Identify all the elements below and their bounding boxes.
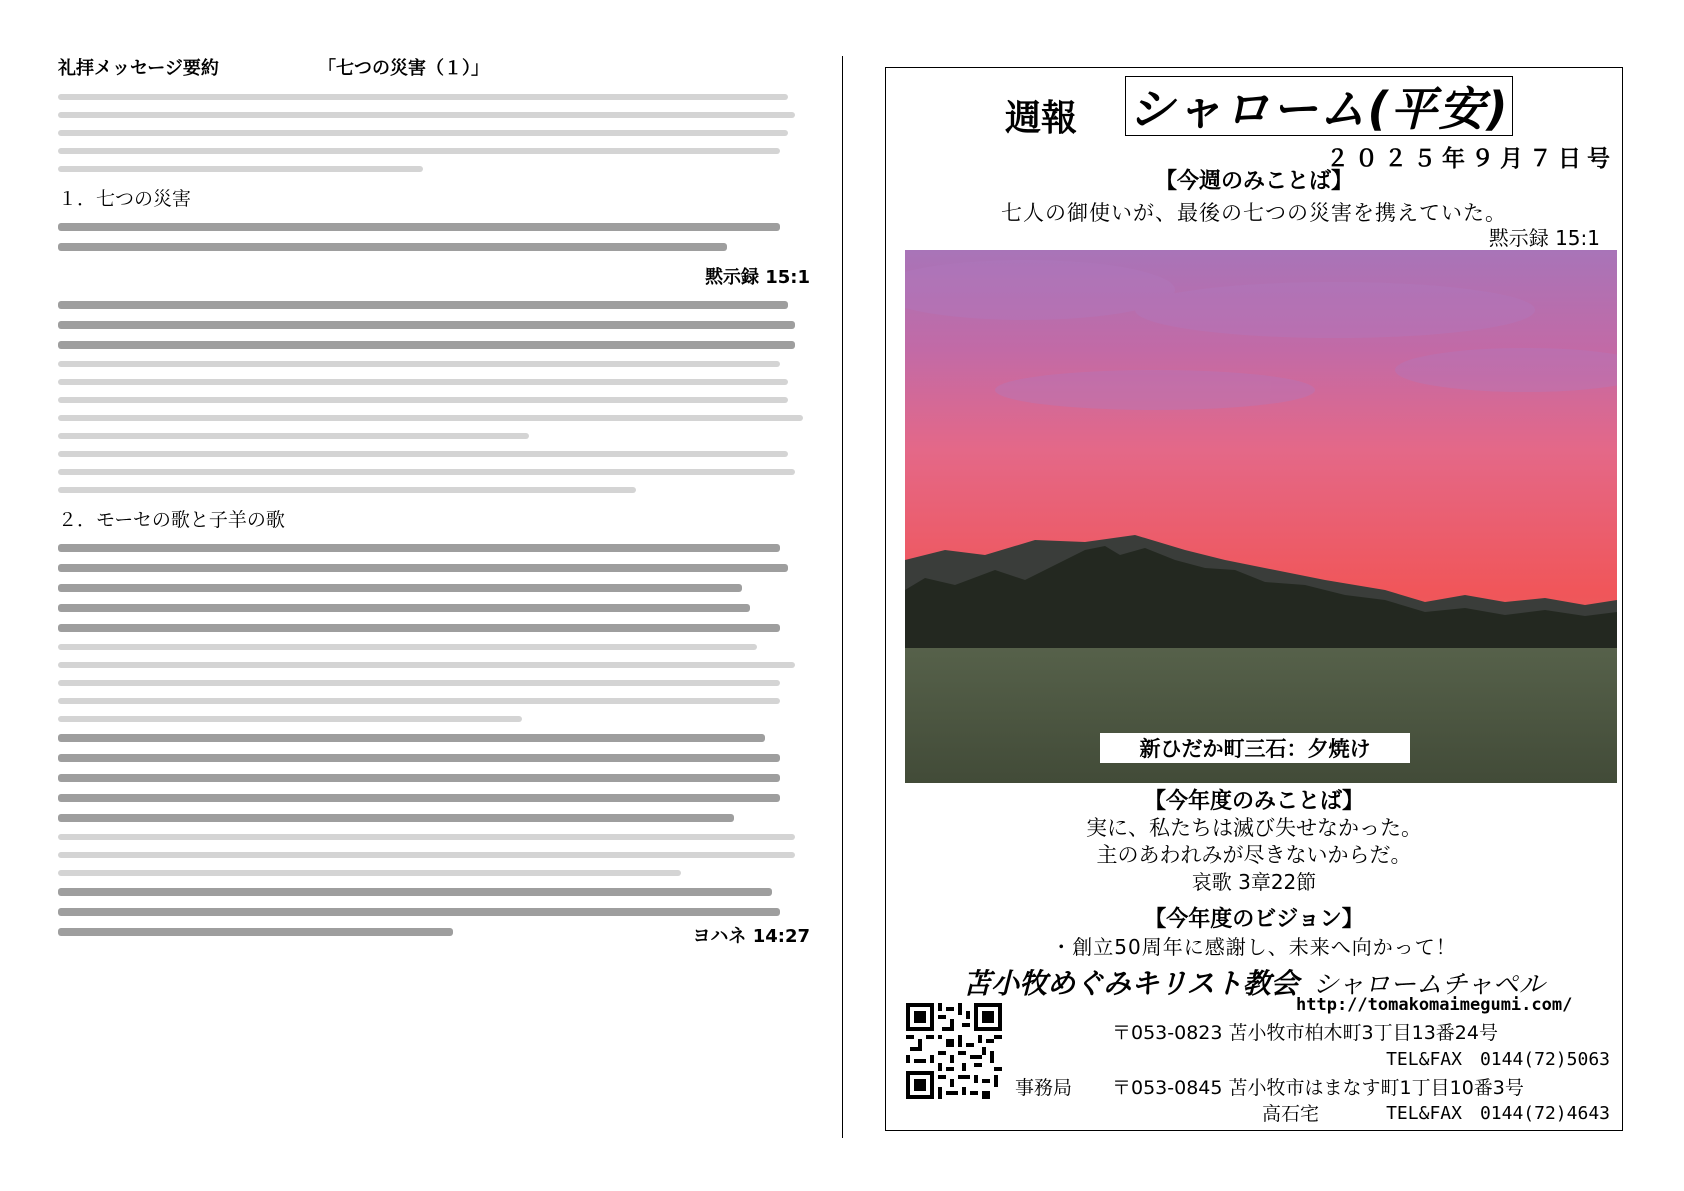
church-tel-fax: TEL&FAX 0144(72)5063 [1386,1049,1610,1070]
left-page [58,54,818,958]
page-divider [842,56,843,1138]
this-year-reference: 哀歌 3章22節 [1191,870,1317,894]
persecution-paragraph [58,834,818,876]
closing-scripture [58,888,818,936]
message-series-label: 礼拝メッセージ要約 [58,58,219,79]
section-1-heading: １．七つの災害 [58,188,192,210]
message-header [58,54,818,80]
qr-code [906,1003,1002,1099]
this-year-verse-line-2: 主のあわれみが尽きないからだ。 [1096,843,1412,867]
scripture-quote-1 [58,223,818,251]
bulletin-title-box [1125,76,1513,136]
this-year-heading: 【今年度のみことば】 [1143,789,1364,814]
vision-text: ・創立50周年に感謝し、未来へ向かって！ [1051,935,1457,959]
this-year-verse-line-1: 実に、私たちは滅び失せなかった。 [1086,816,1422,840]
message-title: 「七つの災害（１）」 [318,58,489,79]
scripture-quote-3 [58,544,818,632]
office-label: 事務局 [1015,1077,1073,1099]
church-url[interactable]: http://tomakomaimegumi.com/ [1296,995,1573,1015]
section-2-heading: ２．モーセの歌と子羊の歌 [58,509,285,531]
intro-paragraph [58,94,818,172]
scripture-quote-2 [58,301,818,349]
scripture-reference-1: 黙示録 15:1 [704,267,810,288]
weekly-label: 週報 [1005,98,1078,139]
photo-caption: 新ひだか町三石：夕焼け [1100,733,1410,763]
vision-heading: 【今年度のビジョン】 [1144,907,1364,932]
sunset-photo [905,250,1617,783]
scripture-quote-4 [58,734,818,822]
issue-date: ２０２５年９月７日号 [1326,146,1616,172]
home-label: 高石宅 [1262,1103,1320,1125]
bulletin-title: シャローム(平安) [1128,82,1510,136]
office-tel-fax: TEL&FAX 0144(72)4643 [1386,1103,1610,1124]
church-address: 〒053-0823 苫小牧市柏木町3丁目13番24号 [1112,1022,1498,1044]
section-2-commentary [58,644,818,722]
closing-reference: ヨハネ 14:27 [692,926,810,947]
chapel-name: シャロームチャペル [1312,970,1545,1000]
section-1-commentary [58,361,818,493]
this-week-heading: 【今週のみことば】 [1154,169,1353,194]
church-name: 苫小牧めぐみキリスト教会 [963,967,1299,1000]
this-week-reference: 黙示録 15:1 [1488,226,1600,250]
this-week-verse: 七人の御使いが、最後の七つの災害を携えていた。 [1001,201,1507,225]
office-address: 〒053-0845 苫小牧市はまなす町1丁目10番3号 [1112,1077,1524,1099]
